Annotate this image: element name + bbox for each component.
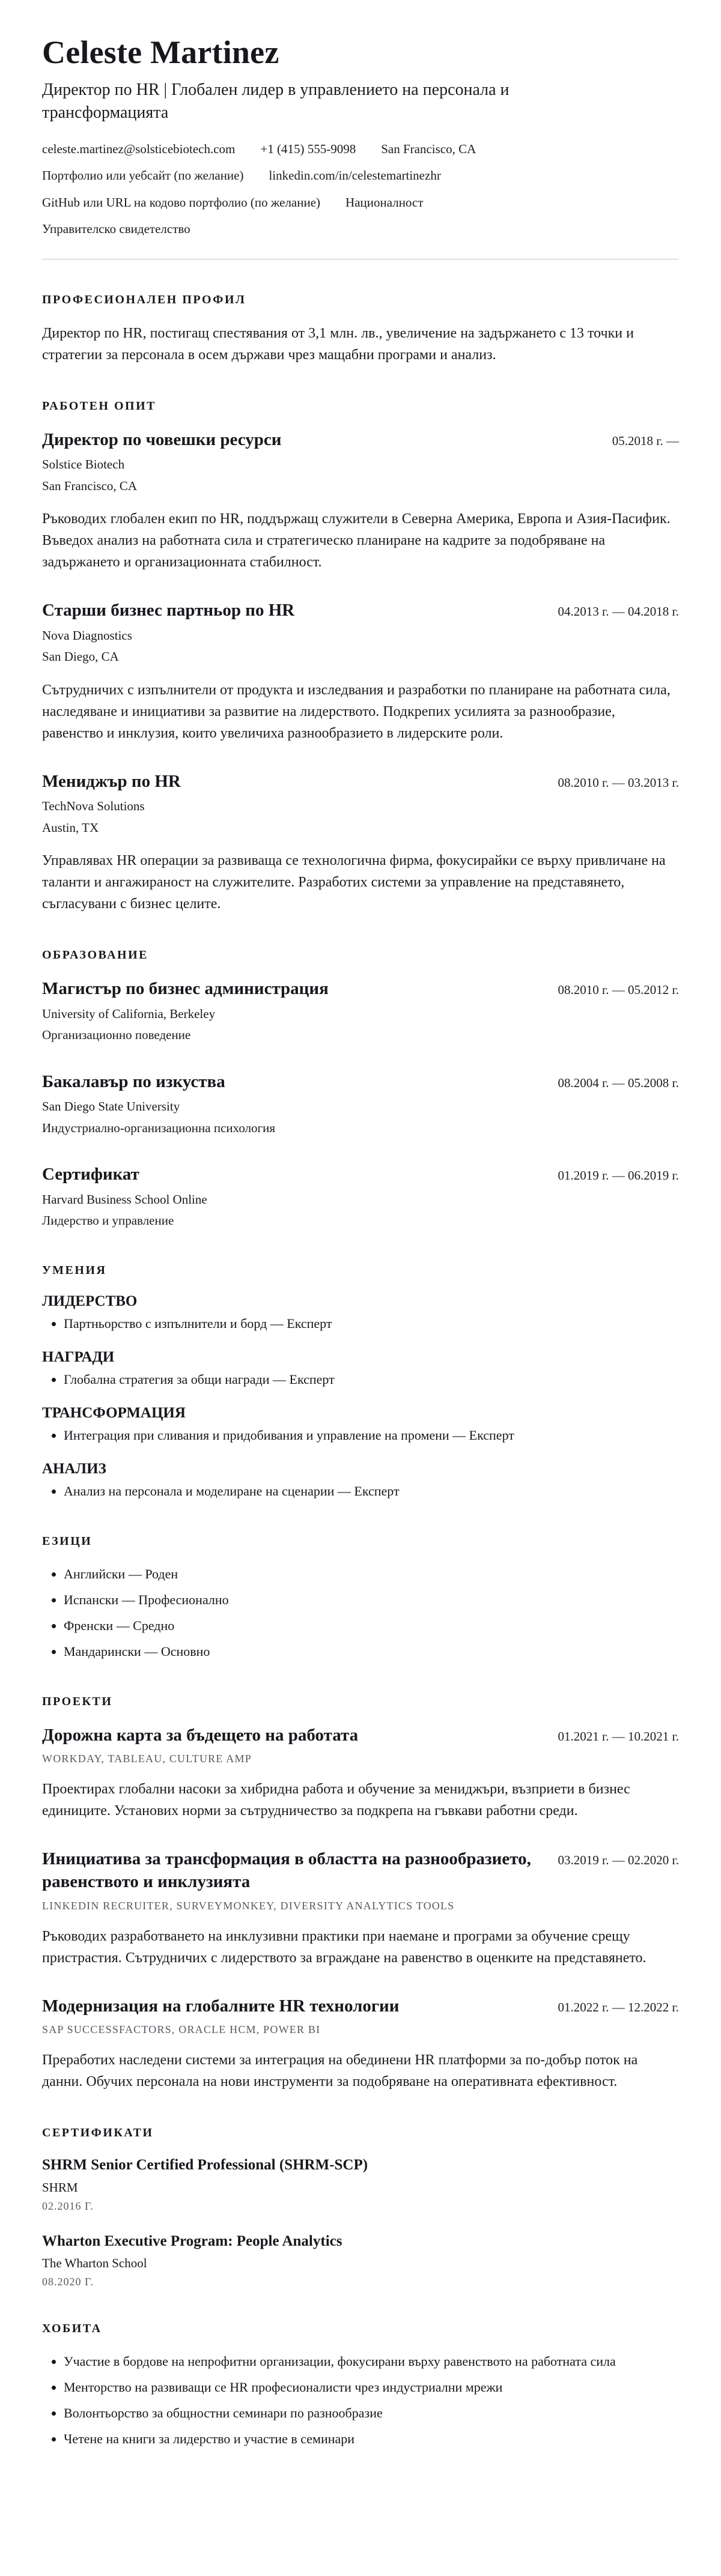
job-description: Сътрудничих с изпълнители от продукта и изследвания и разработки по планиране на работната сила, наследяване и инициативи за развитие на лидерството. Подкрепих усилията за разнообразие, равенство и инклузия, които увеличиха разнообразието в лидерските роли. bbox=[42, 682, 671, 741]
education-dates: 01.2019 г. — 06.2019 г. bbox=[558, 1168, 679, 1183]
resume-header bbox=[42, 35, 679, 259]
job-location: San Francisco, CA bbox=[42, 478, 138, 493]
certification-name: Wharton Executive Program: People Analytics bbox=[42, 2232, 342, 2249]
contact-email-link[interactable]: celeste.martinez@solsticebiotech.com bbox=[42, 141, 236, 156]
section-skills bbox=[42, 1264, 679, 1501]
degree-title: Магистър по бизнес администрация bbox=[42, 979, 329, 999]
skill-item: • Партньорство с изпълнители и борд — Експерт bbox=[64, 1314, 679, 1333]
contact-github-placeholder: GitHub или URL на кодово портфолио (по желание) bbox=[42, 195, 321, 210]
section-heading-certifications: СЕРТИФИКАТИ bbox=[42, 2126, 154, 2140]
section-education bbox=[42, 948, 679, 1229]
section-heading-profile: ПРОФЕСИОНАЛЕН ПРОФИЛ bbox=[42, 292, 246, 306]
education-entry bbox=[42, 978, 679, 1044]
project-tools: SAP SUCCESSFACTORS, ORACLE HCM, POWER BI bbox=[42, 2023, 321, 2036]
section-hobbies bbox=[42, 2322, 679, 2449]
project-entry bbox=[42, 1724, 679, 1822]
contact-nationality-placeholder: Националност bbox=[345, 195, 424, 210]
skill-group-name: ЛИДЕРСТВО bbox=[42, 1293, 138, 1309]
job-dates: 04.2013 г. — 04.2018 г. bbox=[558, 604, 679, 619]
hobby-item: • Волонтьорство за общностни семинари по разнообразие bbox=[64, 2403, 679, 2423]
experience-entry bbox=[42, 599, 679, 744]
school-name: University of California, Berkeley bbox=[42, 1006, 216, 1021]
job-title: Мениджър по HR bbox=[42, 771, 181, 791]
job-dates: 05.2018 г. — bbox=[612, 433, 679, 448]
hobby-item: • Участие в бордове на непрофитни организации, фокусирани върху равенството на работната сила bbox=[64, 2351, 679, 2371]
profile-summary: Директор по HR, постигащ спестявания от 3,1 млн. лв., увеличение на задържането с 13 точки и стратегии за персонала в осем държави чрез мащабни програми и анализ. bbox=[42, 325, 634, 363]
job-location: Austin, TX bbox=[42, 820, 99, 835]
project-title: Инициатива за трансформация в областта на разнообразието, равенството и инклузията bbox=[42, 1849, 531, 1891]
hobby-item: • Менторство на развиващи се HR професионалисти чрез индустриални мрежи bbox=[64, 2377, 679, 2397]
certification-date: 02.2016 Г. bbox=[42, 2199, 94, 2212]
section-profile bbox=[42, 293, 679, 366]
company-name: Nova Diagnostics bbox=[42, 628, 132, 643]
candidate-name: Celeste Martinez bbox=[42, 34, 279, 70]
education-entry-head bbox=[42, 1163, 679, 1186]
contact-linkedin-link[interactable]: linkedin.com/in/celestemartinezhr bbox=[269, 168, 441, 183]
school-name: San Diego State University bbox=[42, 1099, 180, 1114]
company-name: TechNova Solutions bbox=[42, 799, 145, 814]
skill-group bbox=[42, 1349, 679, 1389]
section-heading-projects: ПРОЕКТИ bbox=[42, 1694, 113, 1708]
section-experience bbox=[42, 399, 679, 915]
certification-date: 08.2020 Г. bbox=[42, 2276, 94, 2288]
experience-entry-head bbox=[42, 599, 679, 622]
skill-item: • Интеграция при сливания и придобивания и управление на промени — Експерт bbox=[64, 1425, 679, 1445]
section-heading-languages: ЕЗИЦИ bbox=[42, 1534, 93, 1548]
certification-issuer: The Wharton School bbox=[42, 2256, 147, 2271]
job-description: Ръководих глобален екип по HR, поддържащ служители в Северна Америка, Европа и Азия-Пасифик. Въведох анализ на работната сила и стратегическо планиране на кадрите за подобряване на задържането и организационната стабилност. bbox=[42, 511, 671, 571]
education-entry-head bbox=[42, 1071, 679, 1094]
skill-item: • Анализ на персонала и моделиране на сценарии — Експерт bbox=[64, 1481, 679, 1501]
experience-entry-head bbox=[42, 429, 679, 452]
section-heading-skills: УМЕНИЯ bbox=[42, 1263, 107, 1277]
language-item: • Мандарински — Основно bbox=[64, 1641, 679, 1661]
skill-group bbox=[42, 1405, 679, 1445]
degree-title: Бакалавър по изкуства bbox=[42, 1071, 225, 1091]
skill-list bbox=[42, 1481, 679, 1501]
education-entry-head bbox=[42, 978, 679, 1001]
contact-row-3 bbox=[42, 193, 679, 211]
contact-row-4 bbox=[42, 220, 679, 238]
education-entry bbox=[42, 1163, 679, 1229]
language-item: • Испански — Професионално bbox=[64, 1590, 679, 1610]
section-languages bbox=[42, 1535, 679, 1661]
skill-list bbox=[42, 1314, 679, 1333]
project-tools: WORKDAY, TABLEAU, CULTURE AMP bbox=[42, 1753, 252, 1765]
job-description: Управлявах HR операции за развиваща се технологична фирма, фокусирайки се върху привличане на таланти и ангажираност на служителите. Разработих системи за управление на представянето, съгласувани с бизнес целите. bbox=[42, 853, 666, 912]
experience-entry bbox=[42, 429, 679, 573]
job-title: Старши бизнес партньор по HR bbox=[42, 601, 295, 620]
project-description: Проектирах глобални насоки за хибридна работа и обучение за мениджъри, възприети в бизнес единиците. Установих норми за сътрудничество за подкрепа на гъвкави работни среди. bbox=[42, 1781, 630, 1819]
project-dates: 01.2022 г. — 12.2022 г. bbox=[558, 1999, 679, 2014]
skill-list bbox=[42, 1425, 679, 1445]
job-title: Директор по човешки ресурси bbox=[42, 429, 282, 449]
job-dates: 08.2010 г. — 03.2013 г. bbox=[558, 775, 679, 790]
certification-entry bbox=[42, 2232, 679, 2289]
project-tools: LINKEDIN RECRUITER, SURVEYMONKEY, DIVERSITY ANALYTICS TOOLS bbox=[42, 1899, 455, 1912]
project-entry bbox=[42, 1848, 679, 1968]
contact-location: San Francisco, CA bbox=[381, 141, 476, 156]
contact-row-2 bbox=[42, 166, 679, 184]
project-dates: 01.2021 г. — 10.2021 г. bbox=[558, 1729, 679, 1744]
hobby-list bbox=[42, 2351, 679, 2449]
project-entry bbox=[42, 1995, 679, 2093]
project-description: Ръководих разработването на инклузивни практики при наемане и програми за обучение срещу пристрастия. Сътрудничих с лидерството за вграждане на равенство в оценките на представянето. bbox=[42, 1928, 646, 1966]
school-name: Harvard Business School Online bbox=[42, 1192, 207, 1207]
degree-title: Сертификат bbox=[42, 1165, 139, 1184]
section-certifications bbox=[42, 2126, 679, 2288]
project-entry-head bbox=[42, 1848, 679, 1893]
language-item: • Френски — Средно bbox=[64, 1616, 679, 1635]
education-entry bbox=[42, 1071, 679, 1137]
field-of-study: Организационно поведение bbox=[42, 1028, 191, 1043]
language-item: • Английски — Роден bbox=[64, 1564, 679, 1584]
skill-group bbox=[42, 1461, 679, 1501]
hobby-item: • Четене на книги за лидерство и участие в семинари bbox=[64, 2429, 679, 2449]
section-heading-experience: РАБОТЕН ОПИТ bbox=[42, 399, 156, 413]
job-location: San Diego, CA bbox=[42, 649, 119, 664]
project-entry-head bbox=[42, 1995, 679, 2018]
skill-group-name: НАГРАДИ bbox=[42, 1348, 115, 1365]
project-dates: 03.2019 г. — 02.2020 г. bbox=[558, 1853, 679, 1868]
certification-name: SHRM Senior Certified Professional (SHRM-SCP) bbox=[42, 2157, 368, 2174]
language-list bbox=[42, 1564, 679, 1661]
skill-list bbox=[42, 1369, 679, 1389]
skill-group-name: ТРАНСФОРМАЦИЯ bbox=[42, 1404, 186, 1421]
education-dates: 08.2010 г. — 05.2012 г. bbox=[558, 983, 679, 998]
project-title: Дорожна карта за бъдещето на работата bbox=[42, 1725, 359, 1745]
candidate-headline: Директор по HR | Глобален лидер в управлението на персонала и трансформацията bbox=[42, 80, 510, 123]
skill-group bbox=[42, 1293, 679, 1333]
field-of-study: Лидерство и управление bbox=[42, 1213, 174, 1228]
project-entry-head bbox=[42, 1724, 679, 1747]
section-heading-education: ОБРАЗОВАНИЕ bbox=[42, 948, 148, 962]
certification-entry bbox=[42, 2156, 679, 2213]
contact-driving-license-placeholder: Управителско свидетелство bbox=[42, 222, 190, 237]
section-heading-hobbies: ХОБИТА bbox=[42, 2322, 102, 2336]
skill-group-name: АНАЛИЗ bbox=[42, 1460, 106, 1477]
education-dates: 08.2004 г. — 05.2008 г. bbox=[558, 1075, 679, 1090]
project-title: Модернизация на глобалните HR технологии bbox=[42, 1996, 400, 2016]
project-description: Преработих наследени системи за интеграция на обединени HR платформи за по-добър поток на данни. Обучих персонала на нови инструменти за подобряване на оперативната ефективност. bbox=[42, 2052, 638, 2090]
experience-entry bbox=[42, 771, 679, 915]
experience-entry-head bbox=[42, 771, 679, 793]
company-name: Solstice Biotech bbox=[42, 457, 125, 472]
skill-item: • Глобална стратегия за общи награди — Експерт bbox=[64, 1369, 679, 1389]
contact-phone: +1 (415) 555-9098 bbox=[260, 141, 356, 156]
section-projects bbox=[42, 1695, 679, 2093]
contact-row-1 bbox=[42, 140, 679, 158]
field-of-study: Индустриално-организационна психология bbox=[42, 1120, 276, 1135]
certification-issuer: SHRM bbox=[42, 2180, 78, 2195]
contact-website-placeholder: Портфолио или уебсайт (по желание) bbox=[42, 168, 244, 183]
